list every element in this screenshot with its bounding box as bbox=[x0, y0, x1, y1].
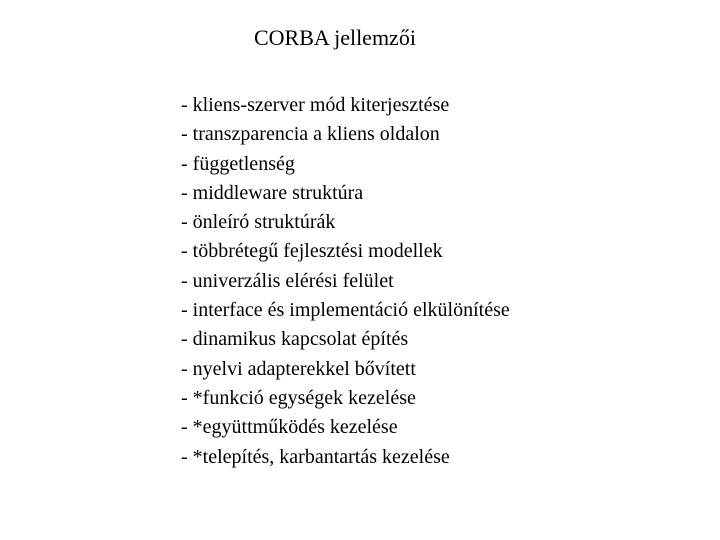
slide-title: CORBA jellemzői bbox=[254, 25, 416, 50]
list-item: - *funkció egységek kezelése bbox=[181, 386, 416, 409]
list-item: - interface és implementáció elkülönítése bbox=[181, 299, 510, 322]
list-item: - függetlenség bbox=[181, 152, 295, 175]
list-item: - *telepítés, karbantartás kezelése bbox=[181, 445, 450, 468]
list-item: - transzparencia a kliens oldalon bbox=[181, 123, 440, 146]
list-item: - middleware struktúra bbox=[181, 181, 364, 204]
list-item: - önleíró struktúrák bbox=[181, 211, 336, 234]
feature-list bbox=[181, 91, 510, 472]
list-item: - dinamikus kapcsolat építés bbox=[181, 328, 409, 351]
list-item: - *együttműködés kezelése bbox=[181, 416, 398, 439]
list-item: - kliens-szerver mód kiterjesztése bbox=[181, 94, 450, 116]
list-item: - univerzális elérési felület bbox=[181, 269, 394, 292]
list-item: - nyelvi adapterekkel bővített bbox=[181, 357, 416, 380]
list-item: - többrétegű fejlesztési modellek bbox=[181, 240, 443, 263]
